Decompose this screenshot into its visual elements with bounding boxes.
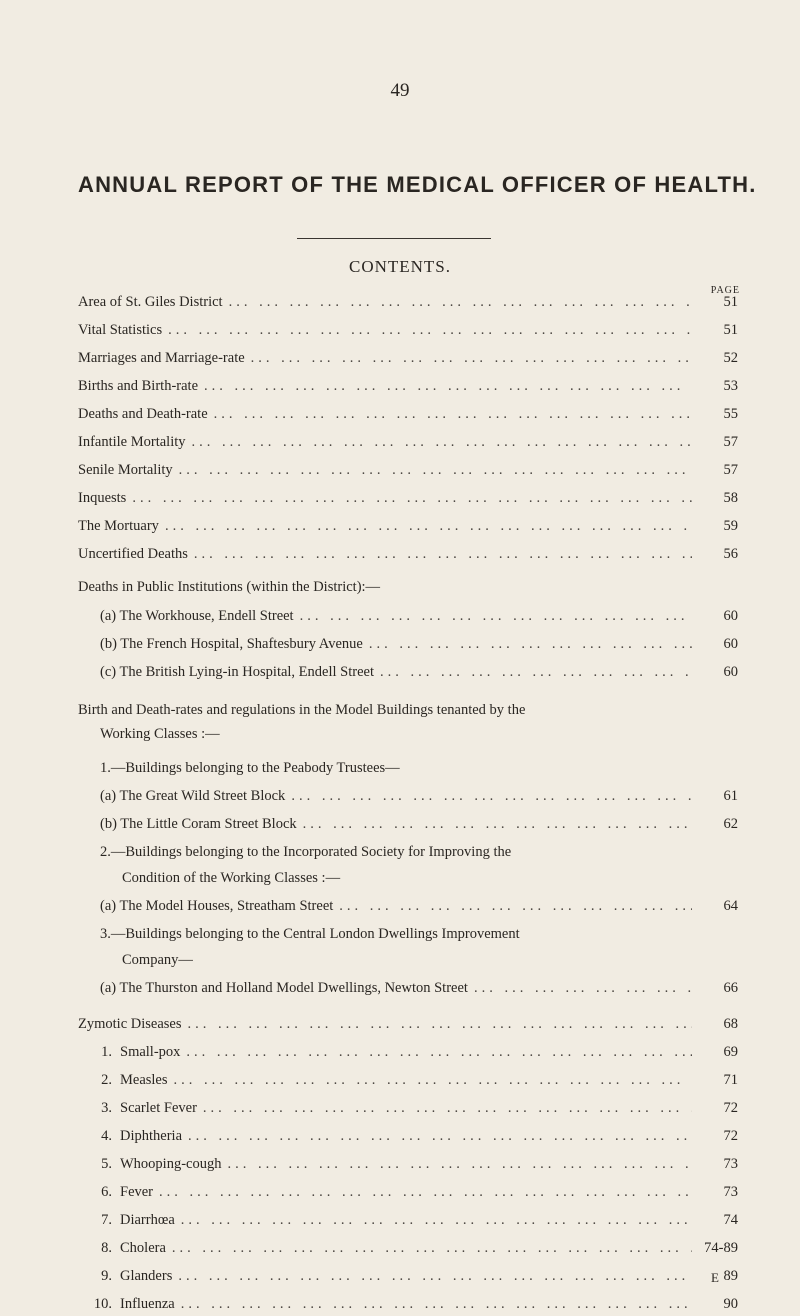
toc-subentry [84,1068,738,1092]
toc-entry-page: 74 [723,1212,738,1228]
dot-leader [172,1236,692,1260]
toc-entry-label: (b) The French Hospital, Shaftesbury Avenue [100,636,363,652]
toc-entry-page: 62 [723,816,738,832]
toc-entry [78,514,738,538]
toc-entry-page: 72 [723,1128,738,1144]
dot-leader [188,1124,692,1148]
dot-leader [186,1040,692,1064]
title-rule [297,238,491,239]
toc-entry-label: Scarlet Fever [120,1100,197,1116]
item-number: 10. [93,1296,112,1312]
toc-entry-page: 60 [723,636,738,652]
toc-entry-page: 53 [723,378,738,394]
dot-leader [203,1096,692,1120]
toc-entry-page: 61 [723,788,738,804]
toc-entry-label: Glanders [120,1268,173,1284]
toc-entry-label: Deaths and Death-rate [78,406,208,422]
dot-leader [179,458,692,482]
toc-entry-label: Vital Statistics [78,322,163,338]
dot-leader [181,1208,692,1232]
toc-entry-page: 68 [723,1016,738,1032]
toc-entry-page: 58 [723,490,738,506]
toc-entry [78,346,738,370]
toc-entry-label: Area of St. Giles District [78,294,223,310]
dot-leader [339,894,692,918]
signature-mark: E [711,1270,719,1285]
toc-entry-label: Infantile Mortality [78,434,186,450]
toc-entry-label: Diarrhœa [120,1212,175,1228]
group-heading-peabody: 1.—Buildings belonging to the Peabody Trustees— [100,760,400,776]
toc-entry-page: 60 [723,664,738,680]
dot-leader [165,514,692,538]
item-number: 9. [101,1268,112,1284]
toc-entry [78,402,738,426]
dot-leader [194,542,692,566]
toc-entry-page: 52 [723,350,738,366]
dot-leader [291,784,692,808]
section-heading-public-institutions: Deaths in Public Institutions (within the District):— [78,579,381,595]
toc-entry-label: The Mortuary [78,518,159,534]
item-number: 3. [101,1100,112,1116]
group-heading-central-london-cont: Company— [122,952,193,968]
toc-subentry [84,1264,738,1288]
toc-entry-label: (b) The Little Coram Street Block [100,816,297,832]
toc-entry-page: 57 [723,462,738,478]
toc-subentry [84,1124,738,1148]
dot-leader [204,374,692,398]
dot-leader [159,1180,692,1204]
toc-entry [100,894,738,918]
dot-leader [369,632,692,656]
toc-entry-label: (a) The Workhouse, Endell Street [100,608,294,624]
toc-entry-label: Zymotic Diseases [78,1016,182,1032]
dot-leader [300,604,692,628]
toc-subentry [84,1208,738,1232]
toc-entry-page: 64 [723,898,738,914]
group-heading-incorporated-society: 2.—Buildings belonging to the Incorporated Society for Improving the [100,844,512,860]
section-heading-model-buildings: Birth and Death-rates and regulations in the Model Buildings tenanted by the [78,702,526,718]
toc-entry-page: 73 [723,1184,738,1200]
toc-entry-label: Senile Mortality [78,462,173,478]
item-number: 7. [101,1212,112,1228]
toc-entry [78,374,738,398]
toc-entry-label: (a) The Great Wild Street Block [100,788,286,804]
toc-entry-page: 69 [723,1044,738,1060]
toc-entry-label: Marriages and Marriage-rate [78,350,245,366]
dot-leader [227,1152,692,1176]
toc-subentry [84,1040,738,1064]
toc-entry [78,318,738,342]
item-number: 8. [101,1240,112,1256]
page-number: 49 [390,80,410,101]
toc-subentry [84,1096,738,1120]
item-number: 4. [101,1128,112,1144]
toc-entry [100,604,738,628]
toc-entry [78,542,738,566]
toc-entry-label: Uncertified Deaths [78,546,188,562]
toc-entry-page: 74-89 [704,1240,738,1256]
toc-entry-page: 90 [723,1296,738,1312]
toc-entry-page: 56 [723,546,738,562]
group-heading-central-london: 3.—Buildings belonging to the Central London Dwellings Improvement [100,926,520,942]
toc-entry-page: 55 [723,406,738,422]
dot-leader [303,812,692,836]
toc-entry-page: 72 [723,1100,738,1116]
toc-entry-zymotic [78,1012,738,1036]
toc-entry [100,784,738,808]
toc-entry [78,458,738,482]
toc-entry-label: (a) The Model Houses, Streatham Street [100,898,334,914]
toc-entry-page: 89 [723,1268,738,1284]
dot-leader [132,486,692,510]
item-number: 5. [101,1156,112,1172]
report-title: ANNUAL REPORT OF THE MEDICAL OFFICER OF HEALTH. [78,172,757,197]
dot-leader [181,1292,692,1316]
group-heading-incorporated-society-cont: Condition of the Working Classes :— [122,870,341,886]
dot-leader [178,1264,692,1288]
toc-entry-page: 51 [723,294,738,310]
toc-entry-label: Inquests [78,490,127,506]
dot-leader [380,660,692,684]
toc-entry-label: Births and Birth-rate [78,378,199,394]
toc-entry-page: 59 [723,518,738,534]
dot-leader [229,290,692,314]
toc-entry-page: 71 [723,1072,738,1088]
item-number: 6. [101,1184,112,1200]
toc-entry-page: 51 [723,322,738,338]
toc-entry-page: 60 [723,608,738,624]
toc-entry-label: Whooping-cough [120,1156,222,1172]
toc-subentry [84,1152,738,1176]
toc-entry [78,430,738,454]
dot-leader [168,318,692,342]
dot-leader [251,346,692,370]
item-number: 1. [101,1044,112,1060]
toc-entry-label: Diphtheria [120,1128,183,1144]
contents-heading: CONTENTS. [348,257,452,276]
dot-leader [474,976,692,1000]
toc-entry-label: Small-pox [120,1044,181,1060]
toc-entry-label: (c) The British Lying-in Hospital, Endell Street [100,664,374,680]
toc-entry [78,486,738,510]
toc-entry-label: Measles [120,1072,168,1088]
dot-leader [174,1068,692,1092]
toc-entry-label: (a) The Thurston and Holland Model Dwellings, Newton Street [100,980,468,996]
toc-entry-label: Influenza [120,1296,175,1312]
toc-entry-page: 57 [723,434,738,450]
page-column-heading: PAGE [710,285,740,296]
item-number: 2. [101,1072,112,1088]
toc-subentry [84,1180,738,1204]
toc-entry-page: 66 [723,980,738,996]
toc-subentry [84,1292,738,1316]
toc-entry-page: 73 [723,1156,738,1172]
toc-entry [100,812,738,836]
dot-leader [188,1012,693,1036]
dot-leader [214,402,692,426]
toc-entry [78,290,738,314]
toc-entry [100,976,738,1000]
section-heading-model-buildings-cont: Working Classes :— [100,726,220,742]
toc-entry-label: Fever [120,1184,154,1200]
toc-entry [100,632,738,656]
toc-entry [100,660,738,684]
dot-leader [192,430,692,454]
toc-subentry [84,1236,738,1260]
toc-entry-label: Cholera [120,1240,166,1256]
